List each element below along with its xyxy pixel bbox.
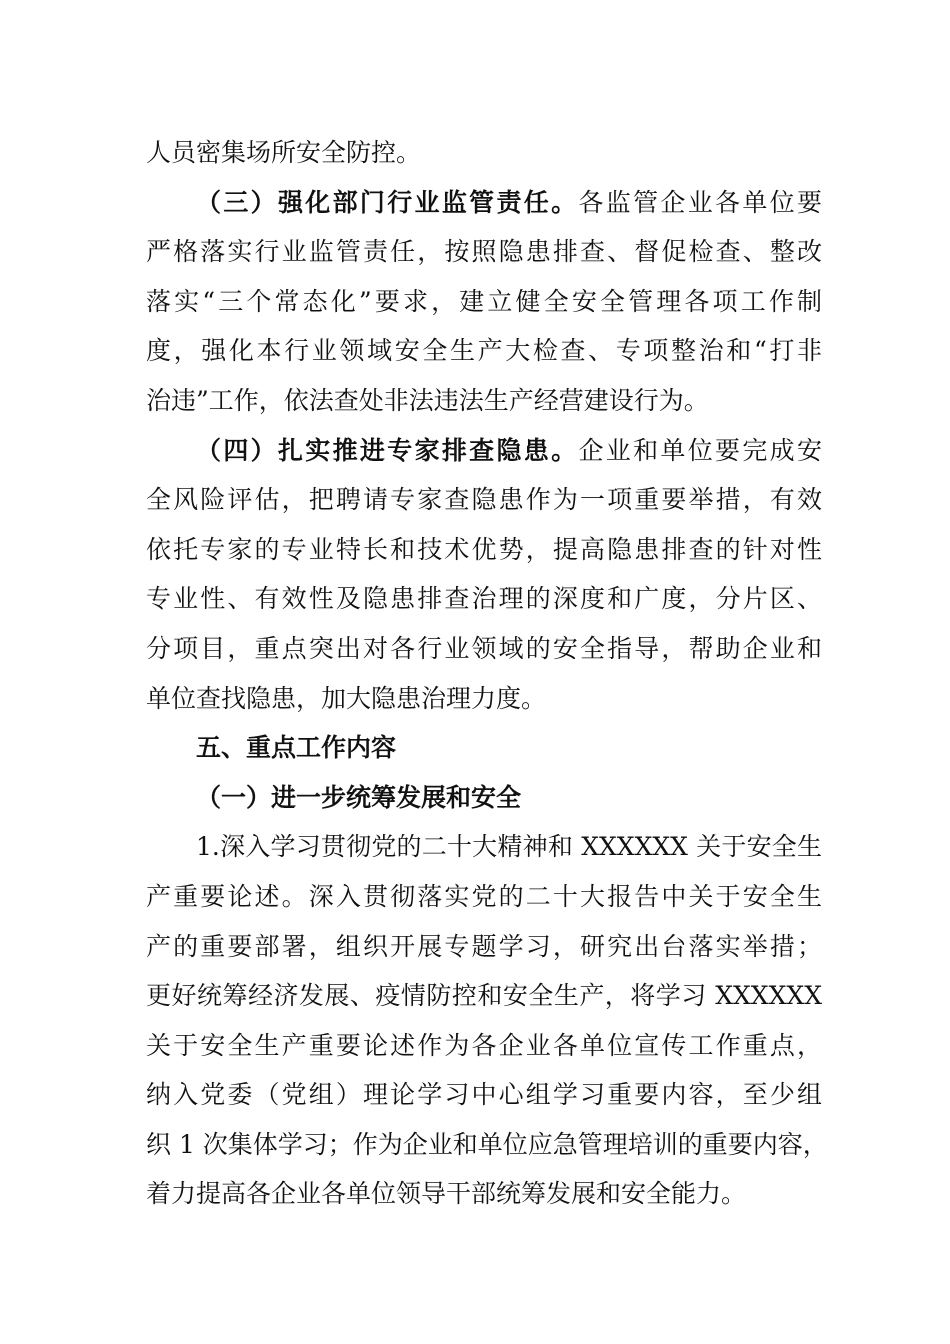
section-heading-inline: （四）扎实推进专家排查隐患。 [196, 435, 579, 465]
paragraph-line: 专业性、有效性及隐患排查治理的深度和广度，分片区、 [146, 584, 822, 614]
paragraph-line: 产重要论述。深入贯彻落实党的二十大报告中关于安全生 [146, 881, 822, 911]
paragraph-line: 人员密集场所安全防控。 [146, 138, 422, 167]
section-heading-inline: （三）强化部门行业监管责任。 [196, 187, 579, 217]
paragraph-text: 企业和单位要完成安 [578, 435, 822, 465]
paragraph-line: 严格落实行业监管责任，按照隐患排查、督促检查、整改 [146, 237, 822, 267]
paragraph-text: 各监管企业各单位要 [578, 187, 822, 217]
paragraph-line: 更好统筹经济发展、疫情防控和安全生产，将学习 XXXXXX [146, 981, 822, 1011]
section-heading: 五、重点工作内容 [196, 733, 397, 763]
paragraph-line: 产的重要部署，组织开展专题学习，研究出台落实举措； [146, 931, 822, 961]
paragraph-line: 分项目，重点突出对各行业领域的安全指导，帮助企业和 [146, 633, 822, 663]
paragraph-line: 度，强化本行业领域安全生产大检查、专项整治和“打非 [146, 336, 822, 366]
paragraph-line: 全风险评估，把聘请专家查隐患作为一项重要举措，有效 [146, 485, 822, 515]
paragraph-line [146, 426, 822, 476]
paragraph-line: 单位查找隐患，加大隐患治理力度。 [146, 683, 547, 713]
paragraph-line: 纳入党委（党组）理论学习中心组学习重要内容，至少组 [146, 1080, 822, 1110]
paragraph-line: 落实“三个常态化”要求，建立健全安全管理各项工作制 [146, 286, 822, 316]
paragraph-line: 织 1 次集体学习；作为企业和单位应急管理培训的重要内容， [146, 1129, 828, 1159]
paragraph-line: 1.深入学习贯彻党的二十大精神和 XXXXXX 关于安全生 [196, 832, 822, 862]
paragraph-line: 着力提高各企业各单位领导干部统筹发展和安全能力。 [146, 1179, 747, 1209]
paragraph-line: 治违”工作，依法查处非法违法生产经营建设行为。 [146, 385, 709, 415]
paragraph-line: 关于安全生产重要论述作为各企业各单位宣传工作重点， [146, 1030, 822, 1060]
document-body [146, 128, 828, 1219]
paragraph-line: 依托专家的专业特长和技术优势，提高隐患排查的针对性 [146, 534, 822, 564]
subsection-heading: （一）进一步统筹发展和安全 [196, 782, 522, 812]
paragraph-line [146, 178, 822, 228]
